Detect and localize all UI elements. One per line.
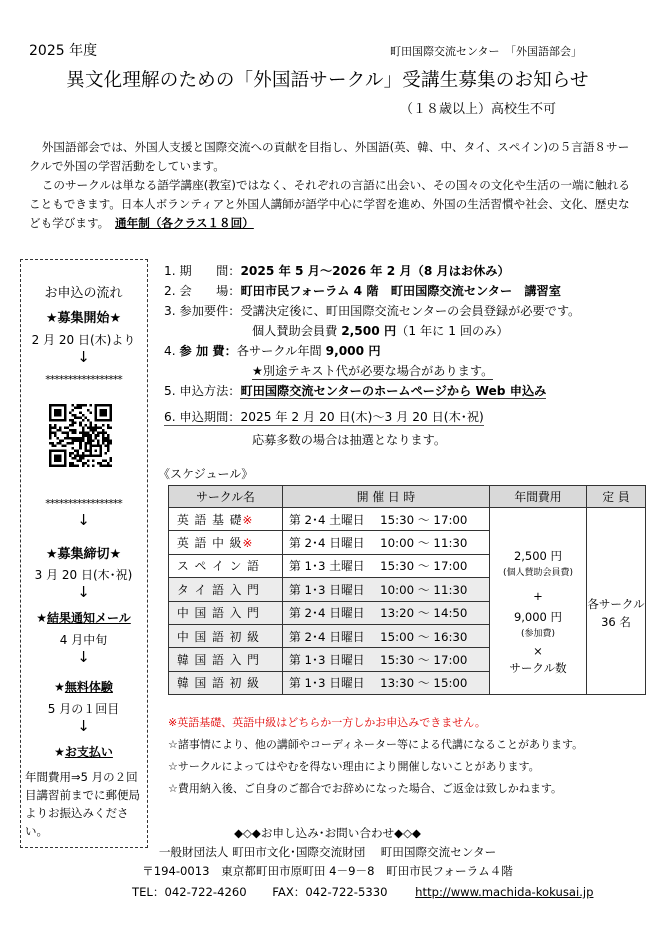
flow-arrow-icon: ↓ (77, 717, 90, 735)
circle-name-cell: 英 語 基 礎※ (169, 508, 283, 531)
info-requirement: 3. 参加要件：受講決定後に、町田国際交流センターの会員登録が必要です。 (164, 304, 581, 318)
flow-start-date: 2 月 20 日(木)より (31, 333, 136, 347)
contact-tel: TEL：042-722-4260 (132, 885, 247, 899)
info-fee: 4. 参 加 費：各サークル年間 9,000 円 (164, 344, 381, 358)
flow-separator: ***************** (45, 497, 122, 510)
circle-name-cell: 英 語 中 級※ (169, 531, 283, 554)
info-application-period: 6. 申込期間：2025 年 2 月 20 日(木)～3 月 20 日(木･祝) (164, 410, 484, 424)
info-text-note: ★別途テキスト代が必要な場合があります。 (252, 364, 494, 378)
flow-result-label: 結果通知メール (47, 611, 131, 625)
star-icon: ★ (54, 745, 65, 759)
page-title: 異文化理解のための「外国語サークル」受講生募集のお知らせ (66, 70, 589, 91)
circle-name-cell: 韓 国 語 入 門 (169, 648, 283, 671)
contact-address: 〒194-0013 東京都町田市原町田 4－9－8 町田市民フォーラム４階 (142, 864, 513, 878)
star-icon: ★ (54, 680, 65, 694)
datetime-cell: 第 2･4 日曜日 13:20 ～ 14:50 (283, 601, 490, 624)
info-lottery-note: 応募多数の場合は抽選となります。 (252, 433, 447, 447)
header-datetime: 開 催 日 時 (283, 486, 490, 508)
flow-close-date: 3 月 20 日(木･祝) (34, 568, 133, 582)
organization-label: 町田国際交流センター 「外国語部会」 (390, 45, 583, 58)
table-row (169, 531, 646, 554)
intro-emphasis: 通年制（各クラス１８回） (115, 216, 254, 230)
note-refund: ☆費用納入後、ご自身のご都合でお辞めになった場合、ご返金は致しかねます。 (168, 782, 562, 795)
intro-text (29, 138, 634, 233)
datetime-cell: 第 2･4 土曜日 15:30 ～ 17:00 (283, 508, 490, 531)
contact-org: 一般財団法人 町田市文化･国際交流財団 町田国際交流センター (158, 845, 497, 859)
intro-paragraph-1: 外国語部会では、外国人支援と国際交流への貢献を目指し、外国語(英、韓、中、タイ、スペイン)の５言語８サークルで外国の学習活動をしています。 (29, 140, 630, 173)
flow-pay-text: 年間費用⇒5 月の２回目講習前までに郵便局よりお振込みください。 (25, 770, 140, 838)
circle-name-cell: 韓 国 語 初 級 (169, 671, 283, 694)
note-substitute: ☆諸事情により、他の講師やコーディネーター等による代講になることがあります。 (168, 738, 584, 751)
age-requirement: （１８歳以上）高校生不可 (400, 102, 557, 117)
circle-name-cell: 中 国 語 初 級 (169, 624, 283, 647)
note-cancellation: ☆サークルによってはやむを得ない理由により開催しないことがあります。 (168, 760, 540, 773)
info-method: 5. 申込方法：町田国際交流センターのホームページから Web 申込み (164, 384, 547, 398)
application-flow-box (20, 259, 148, 848)
flow-pay-label: お支払い (64, 745, 113, 759)
flow-start-label: ★募集開始★ (45, 311, 122, 326)
circle-name-cell: ス ペ イ ン 語 (169, 554, 283, 577)
contact-block (0, 824, 655, 881)
contact-fax: FAX：042-722-5330 (272, 885, 388, 899)
contact-footer (132, 884, 593, 900)
fee-top-blank (490, 508, 587, 531)
flow-arrow-icon: ↓ (77, 583, 90, 601)
flow-result-date: 4 月中旬 (59, 633, 108, 647)
info-membership-fee: 個人賛助会員費 2,500 円（1 年に 1 回のみ） (252, 324, 509, 338)
flow-trial (21, 678, 146, 695)
flow-trial-label: 無料体験 (64, 680, 113, 694)
capacity-cell: 各サークル 36 名 (587, 531, 646, 695)
website-link[interactable]: http://www.machida-kokusai.jp (415, 885, 594, 899)
datetime-cell: 第 1･3 日曜日 13:30 ～ 15:00 (283, 671, 490, 694)
datetime-cell: 第 2･4 日曜日 10:00 ～ 11:30 (283, 531, 490, 554)
circle-name-cell: タ イ 語 入 門 (169, 578, 283, 601)
table-header-row (169, 486, 646, 508)
contact-heading: ◆◇◆お申し込み･お問い合わせ◆◇◆ (234, 826, 421, 840)
circle-name-cell: 中 国 語 入 門 (169, 601, 283, 624)
web-application-link[interactable]: 町田国際交流センターのホームページから Web 申込み (240, 384, 547, 398)
flow-separator: ***************** (45, 373, 122, 386)
datetime-cell: 第 1･3 土曜日 15:30 ～ 17:00 (283, 554, 490, 577)
flow-result (21, 609, 146, 626)
flow-close-label: ★募集締切★ (45, 547, 122, 562)
info-period: 1. 期 間：2025 年 5 月～2026 年 2 月（8 月はお休み） (164, 264, 510, 278)
flow-arrow-icon: ↓ (77, 648, 90, 666)
datetime-cell: 第 1･3 日曜日 10:00 ～ 11:30 (283, 578, 490, 601)
header-circle-name: サークル名 (169, 486, 283, 508)
star-icon: ★ (36, 611, 47, 625)
year-label: 2025 年度 (29, 43, 98, 59)
flow-title: お申込の流れ (44, 286, 123, 301)
intro-paragraph-2 (29, 176, 634, 233)
annual-fee-cell: 2,500 円 (個人賛助会員費) + 9,000 円 (参加費) × サークル数 (490, 531, 587, 695)
schedule-table (168, 485, 646, 695)
header-annual-fee: 年間費用 (490, 486, 587, 508)
schedule-label: 《スケジュール》 (158, 467, 254, 481)
intro-paragraph-2-text: このサークルは単なる語学講座(教室)ではなく、それぞれの言語に出会い、その国々の文化や生活の一端に触れることもできます。日本人ボランティアと外国人講師が語学中心に学習を進め、外国の生活習慣や社会、文化、歴史なども学びます。 (29, 178, 630, 230)
qr-code-icon[interactable] (49, 404, 112, 467)
flow-pay (21, 743, 146, 760)
datetime-cell: 第 1･3 日曜日 15:30 ～ 17:00 (283, 648, 490, 671)
note-english-restriction: ※英語基礎、英語中級はどちらか一方しかお申込みできません。 (168, 716, 486, 729)
capacity-top-blank (587, 508, 646, 531)
flow-arrow-icon: ↓ (77, 511, 90, 529)
datetime-cell: 第 2･4 日曜日 15:00 ～ 16:30 (283, 624, 490, 647)
flow-trial-date: 5 月の１回目 (47, 702, 120, 716)
header-capacity: 定 員 (587, 486, 646, 508)
info-venue: 2. 会 場：町田市民フォーラム 4 階 町田国際交流センター 講習室 (164, 284, 561, 298)
table-row (169, 508, 646, 531)
flow-arrow-icon: ↓ (77, 348, 90, 366)
